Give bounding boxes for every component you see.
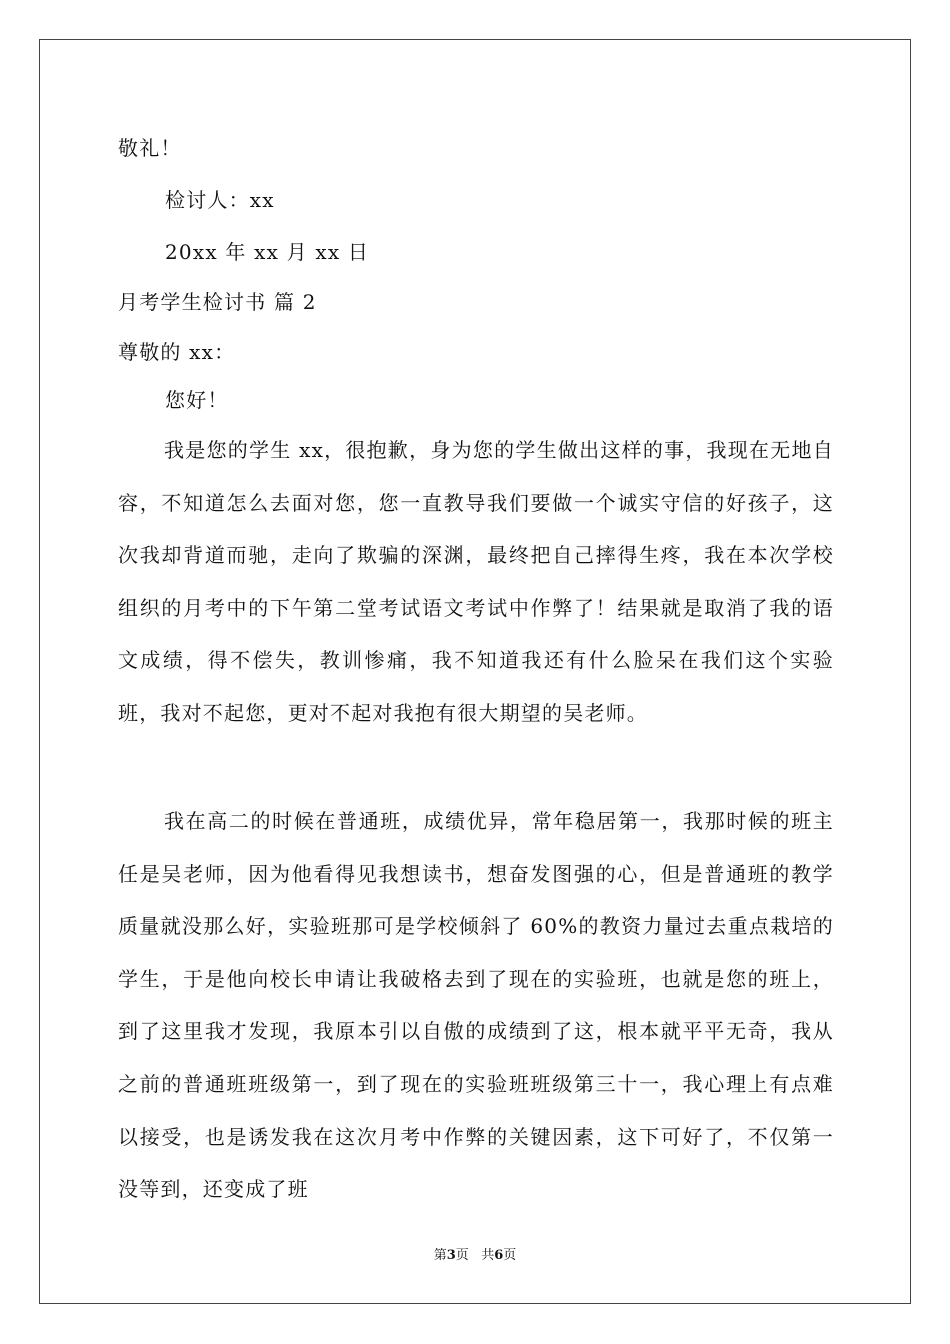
footer-page-suffix: 页 — [503, 1248, 517, 1263]
salutation-line: 尊敬的 xx： — [118, 340, 236, 364]
greeting-line: 您好！ — [165, 388, 229, 412]
body-paragraph-2: 我在高二的时候在普通班，成绩优异，常年稳居第一，我那时候的班主任是吴老师，因为他看得见我想读书，想奋发图强的心，但是普通班的教学质量就没那么好，实验班那可是学校倾斜了 60%的教资力量过去重点栽培的学生，于是他向校长申请让我破格去到了现在的实验班，也就是您的班上，到了这里我才发现，我原本引以自傲的成绩到了这，根本就平平无奇，我从之前的普通班班级第一，到了现在的实验班班级第三十一，我心理上有点难以接受，也是诱发我在这次月考中作弊的关键因素，这下可好了，不仅第一没等到，还变成了班 — [118, 809, 834, 1202]
date-line: 20xx 年 xx 月 xx 日 — [165, 240, 370, 264]
section-title: 月考学生检讨书 篇 2 — [118, 290, 317, 314]
closing-line: 敬礼！ — [118, 136, 182, 160]
footer-page-prefix: 第 — [433, 1248, 447, 1263]
signer-line: 检讨人：xx — [165, 188, 275, 212]
page-footer — [0, 1248, 950, 1264]
footer-page-total: 6 — [494, 1248, 504, 1263]
body-paragraph-1: 我是您的学生 xx，很抱歉，身为您的学生做出这样的事，我现在无地自容，不知道怎么去面对您，您一直教导我们要做一个诚实守信的好孩子，这次我却背道而驰，走向了欺骗的深渊，最终把自己摔得生疼，我在本次学校组织的月考中的下午第二堂考试语文考试中作弊了！结果就是取消了我的语文成绩，得不偿失，教训惨痛，我不知道我还有什么脸呆在我们这个实验班，我对不起您，更对不起对我抱有很大期望的吴老师。 — [118, 438, 834, 725]
footer-page-current: 3 — [446, 1248, 456, 1263]
footer-page-mid: 页 共 — [455, 1248, 495, 1263]
